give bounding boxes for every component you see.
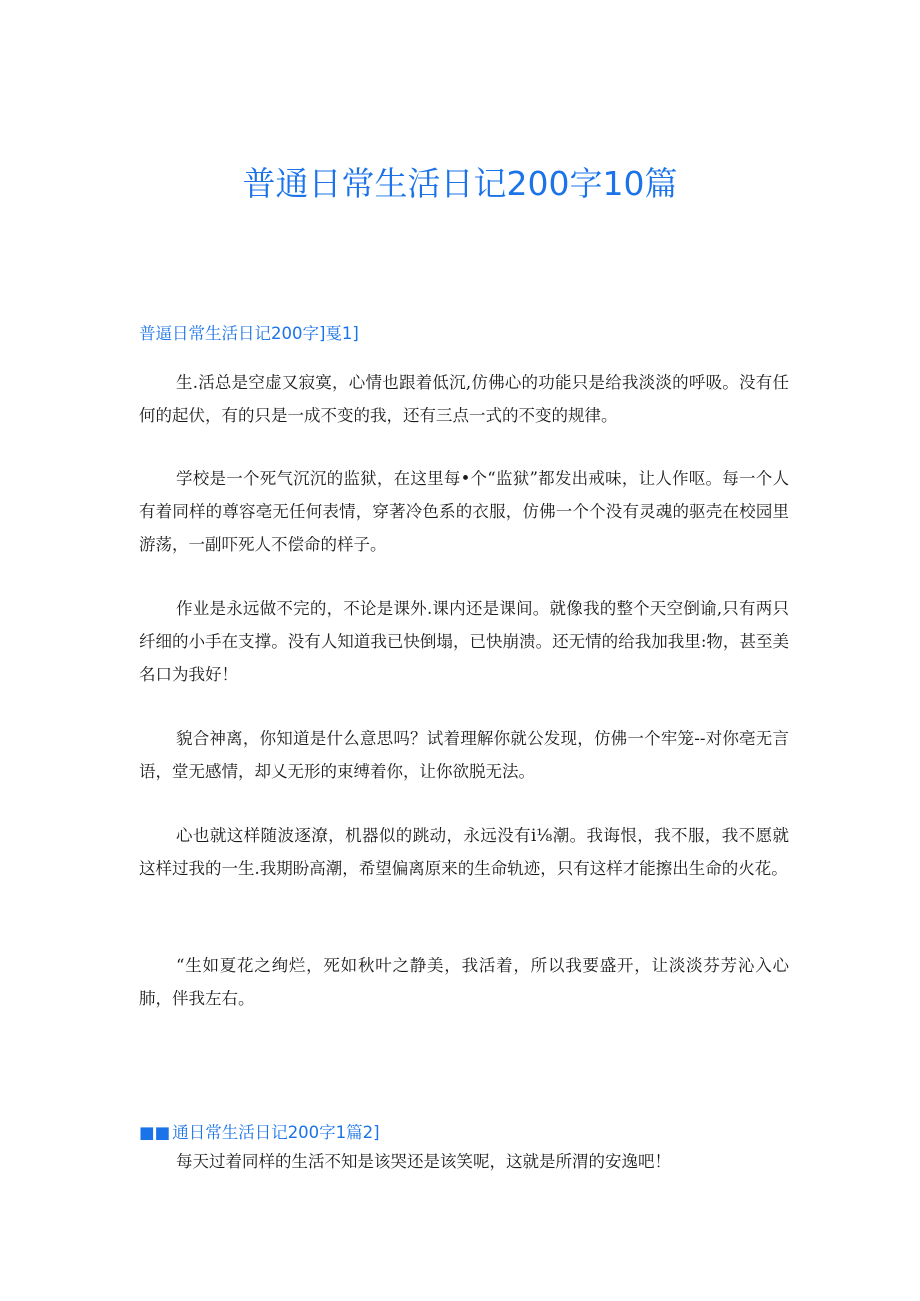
section-heading-2-text: 通日常生活日记200字1篇2] [172,1123,380,1142]
paragraph: 作业是永远做不完的，不论是课外.课内还是课间。就像我的整个天空倒谕,只有两只纤细的小手在支撑。没有人知道我已快倒塌，已快崩溃。还无情的给我加我里:物，甚至美名口为我好！ [139,599,789,684]
paragraph: “生如夏花之绚烂，死如秋叶之静美，我活着，所以我要盛开，让淡淡芬芳沁入心肺，伴我左右。 [139,956,789,1008]
paragraph: 生.活总是空虚又寂寞，心情也跟着低沉,仿佛心的功能只是给我淡淡的呼吸。没有任何的起伏，有的只是一成不变的我，还有三点一式的不变的规律。 [139,373,789,425]
paragraph: 貌合神离，你知道是什么意思吗？试着理解你就公发现，仿佛一个牢笼--对你亳无言语，堂无感情，却乂无形的束缚着你，让你欲脱无法。 [139,729,789,781]
section-heading-2 [139,1119,380,1143]
paragraph: 心也就这样随波逐潦，机器似的跳动，永远没有i⅛潮。我诲恨，我不服，我不愿就这样过我的一生.我期盼高潮，希望偏离原来的生命轨迹，只有这样才能擦出生命的火花。 [139,826,789,878]
section-heading-1: 普逼日常生活日记200字]戛1] [139,324,359,343]
paragraph: 学校是一个死气沉沉的监狱，在这里每•个“监狱”都发出戒味，让人作呕。每一个人有着同样的尊容亳无任何表情，穿著冷色系的衣服，仿佛一个个没有灵魂的驱壳在校园里游荡，一副吓死人不偿命的样子。 [139,469,789,554]
paragraph: 每天过着同样的生活不知是该哭还是该笑呢，这就是所渭的安逸吧！ [176,1152,671,1171]
document-title: 普通日常生活日记200字10篇 [242,164,678,203]
heading-marks: ■■ [139,1123,171,1142]
